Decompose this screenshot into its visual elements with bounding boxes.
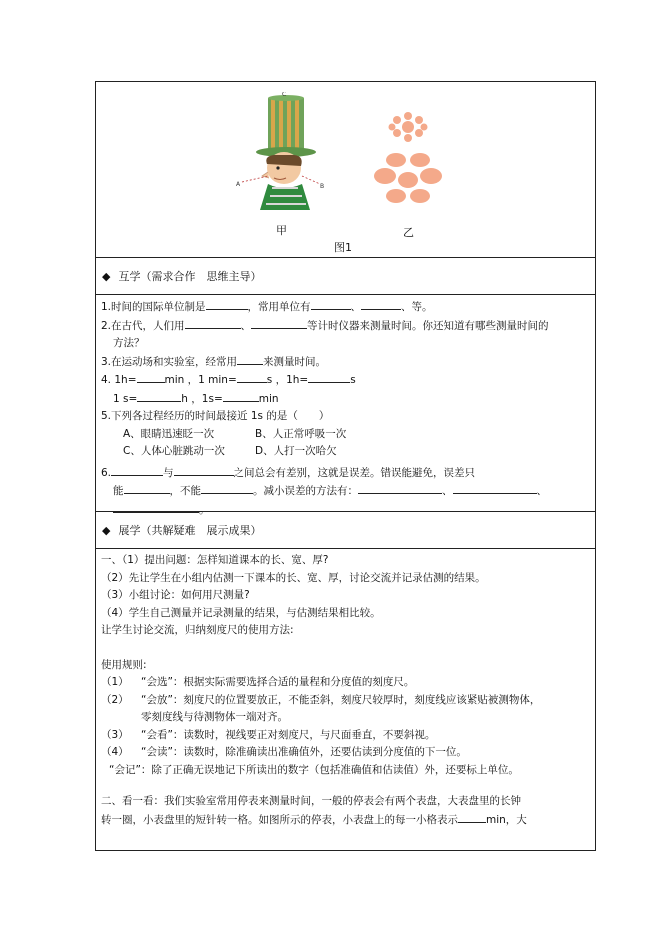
question-6-line-2 <box>101 482 590 501</box>
q6-text-a: 6. <box>101 466 112 479</box>
section-zhan-xue-header <box>96 512 595 549</box>
q6-blank-7[interactable] <box>113 501 199 513</box>
rule-1-text: “会选”：根据实际需要选择合适的量程和分度值的刻度尺。 <box>141 676 415 688</box>
q6-blank-4[interactable] <box>201 482 253 494</box>
q6-text-c: 之间总会有差别，这就是误差。错误能避免，误差只 <box>233 466 476 479</box>
q6-blank-3[interactable] <box>124 482 170 494</box>
figure-label-yi: 乙 <box>403 226 414 239</box>
q1-blank-3[interactable] <box>361 298 401 310</box>
circles-illusion-illustration <box>358 110 458 210</box>
figure-label-jia: 甲 <box>276 224 287 237</box>
rule-3-num: （3） <box>101 728 129 741</box>
q4-text-a: 4. 1h= <box>101 374 137 386</box>
section-zhan-xue-title: 展学（共解疑难 展示成果） <box>118 524 262 537</box>
question-4-line-1 <box>101 371 590 390</box>
section-hu-xue-header <box>96 258 595 295</box>
q3-text-b: 来测量时间。 <box>263 355 327 368</box>
section-hu-xue-title: 互学（需求合作 思维主导） <box>118 270 262 283</box>
question-5-options-cd <box>101 443 590 461</box>
q5-text: 5.下列各过程经历的时间最接近 1s 的是（ ） <box>101 410 330 422</box>
q1-text-a: 1.时间的国际单位制是 <box>101 301 206 313</box>
q2-text-c: 等计时仪器来测量时间。你还知道有哪些测量时间的 <box>307 319 549 332</box>
rule-2-cont <box>101 709 590 727</box>
part2-text-b: 转一圈，小表盘里的短针转一格。如图所示的停表，小表盘上的每一小格表示 <box>101 813 458 826</box>
q4b-text-c: min <box>258 392 279 405</box>
q2-text-b: 、 <box>240 319 252 332</box>
q3-blank-1[interactable] <box>237 353 263 365</box>
q2-text-a: 2.在古代，人们用 <box>101 319 185 332</box>
q6-blank-6[interactable] <box>453 482 537 494</box>
discussion-line-1: 一、（1）提出问题：怎样知道课本的长、宽、厚? <box>101 554 329 566</box>
part2-blank-1[interactable] <box>458 811 486 823</box>
rules-title: 使用规则: <box>101 658 147 671</box>
question-6 <box>101 464 590 483</box>
rule-5: “会记”：除了正确无误地记下所读出的数字（包括准确值和估读值）外，还要标上单位。 <box>109 763 519 776</box>
q4-blank-3[interactable] <box>308 371 350 383</box>
q2-text-d: 方法？ <box>113 337 145 349</box>
section-hu-xue-body <box>96 295 595 516</box>
q6-text-b: 与 <box>163 466 174 479</box>
discussion-line-3: （3）小组讨论：如何用尺测量? <box>101 589 250 601</box>
q1-text-d: 、等。 <box>401 301 433 313</box>
point-c-label: C <box>282 92 287 98</box>
q4b-blank-1[interactable] <box>137 390 181 402</box>
rule-4-num: （4） <box>101 746 129 758</box>
q5-option-a[interactable]: A、眼睛迅速眨一次 <box>123 427 215 440</box>
q6-text-g: 、 <box>442 485 453 497</box>
q6-blank-5[interactable] <box>358 482 442 494</box>
part2-line-1: 二、看一看：我们实验室常用停表来测量时间，一般的停表会有两个表盘，大表盘里的长钟 <box>101 795 521 807</box>
q1-text-b: ，常用单位有 <box>247 301 311 313</box>
q1-blank-2[interactable] <box>311 298 351 310</box>
rule-2 <box>101 692 590 710</box>
q6-text-h: 、 <box>536 485 547 497</box>
question-3 <box>101 353 590 372</box>
point-a-label: A <box>236 181 241 188</box>
q6-text-f: 。减小误差的方法有： <box>253 485 358 497</box>
hat-boy-illustration <box>224 92 344 212</box>
q5-option-d[interactable]: D、人打一次哈欠 <box>255 445 337 457</box>
question-4-line-2 <box>101 390 590 409</box>
q5-option-b[interactable]: B、人正常呼吸一次 <box>255 427 347 440</box>
question-5 <box>101 408 590 426</box>
q6-text-d: 能 <box>113 485 124 497</box>
discussion-line-4: （4）学生自己测量并记录测量的结果，与估测结果相比较。 <box>101 606 381 619</box>
q4-text-b: min ，1 min= <box>164 374 237 386</box>
q6-text-i: 。 <box>199 503 210 516</box>
q4b-text-b: h ，1s= <box>181 392 223 405</box>
q4b-text-a: 1 s= <box>113 392 138 405</box>
rule-3 <box>101 727 590 745</box>
section-zhan-xue-body <box>96 549 595 850</box>
q6-text-e: ，不能 <box>169 485 201 497</box>
point-b-label: B <box>320 183 325 190</box>
q4-blank-1[interactable] <box>137 371 165 383</box>
q5-option-c[interactable]: C、人体心脏跳动一次 <box>123 445 225 457</box>
spacer <box>101 779 590 793</box>
q6-blank-2[interactable] <box>174 464 234 476</box>
q2-blank-2[interactable] <box>251 317 307 329</box>
q3-text-a: 3.在运动场和实验室，经常用 <box>101 355 238 368</box>
q4b-blank-2[interactable] <box>223 390 259 402</box>
figure-row <box>96 82 595 258</box>
rule-3-text: “会看”：读数时，视线要正对刻度尺，与尺面垂直，不要斜视。 <box>141 728 436 741</box>
part2-text-c: min，大 <box>486 813 527 826</box>
q4-blank-2[interactable] <box>237 371 267 383</box>
q6-blank-1[interactable] <box>111 464 163 476</box>
question-2-cont <box>101 335 590 353</box>
rule-1 <box>101 674 590 692</box>
figure-caption: 图1 <box>334 241 352 254</box>
q2-blank-1[interactable] <box>185 317 241 329</box>
discussion-line-5: 让学生讨论交流，归纳刻度尺的使用方法: <box>101 624 294 636</box>
q1-text-c: 、 <box>350 301 362 313</box>
q4-text-d: s <box>350 374 356 386</box>
rule-4-text: “会读”：读数时，除准确读出准确值外，还要估读到分度值的下一位。 <box>141 746 467 758</box>
rule-2-text: “会放”：刻度尺的位置要放正，不能歪斜，刻度尺较厚时，刻度线应该紧贴被测物体， <box>141 693 541 706</box>
question-5-options-ab <box>101 426 590 444</box>
worksheet-table <box>95 81 596 851</box>
diamond-bullet-icon: ◆ <box>102 523 111 537</box>
part2-line-2 <box>101 811 590 830</box>
question-1 <box>101 298 590 317</box>
spacer <box>101 640 590 657</box>
diamond-bullet-icon: ◆ <box>102 269 111 283</box>
q4-text-c: s ，1h= <box>266 374 309 386</box>
rule-2-cont-text: 零刻度线与待测物体一端对齐。 <box>141 711 288 723</box>
question-2 <box>101 317 590 336</box>
rule-2-num: （2） <box>101 693 129 706</box>
q1-blank-1[interactable] <box>206 298 248 310</box>
discussion-line-2: （2）先让学生在小组内估测一下课本的长、宽、厚，讨论交流并记录估测的结果。 <box>101 571 486 584</box>
rule-1-num: （1） <box>101 676 129 688</box>
rule-4 <box>101 744 590 762</box>
